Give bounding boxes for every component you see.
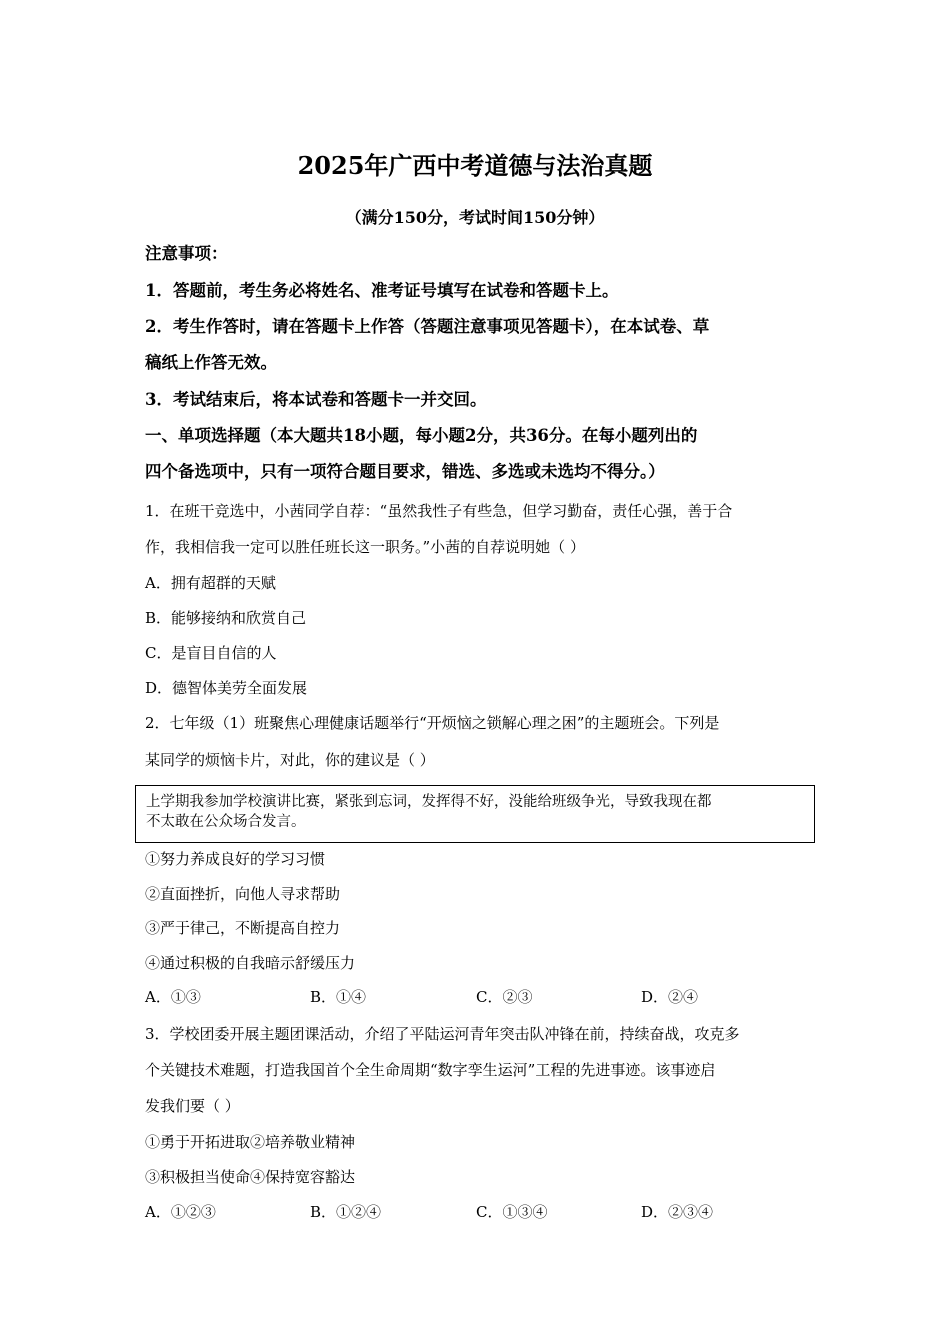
q1-option-a: A．拥有超群的天赋 xyxy=(145,574,276,592)
q3-option-b: B．①②④ xyxy=(310,1203,382,1221)
q3-option-a: A．①②③ xyxy=(145,1203,216,1221)
q2-option-d: D．②④ xyxy=(641,988,699,1006)
q2-option-c: C．②③ xyxy=(476,988,533,1006)
q3-option-c: C．①③④ xyxy=(476,1203,548,1221)
page-title: 2025年广西中考道德与法治真题 xyxy=(297,151,653,180)
q2-option-a: A．①③ xyxy=(145,988,201,1006)
q3-option-d: D．②③④ xyxy=(641,1203,714,1221)
q2-card-line-2: 不太敢在公众场合发言。 xyxy=(146,814,306,830)
q1-option-c: C．是盲目自信的人 xyxy=(145,644,277,662)
q1-stem-line-2: 作，我相信我一定可以胜任班长这一职务。”小茜的自荐说明她（ ） xyxy=(145,538,585,556)
notice-heading: 注意事项： xyxy=(145,244,228,263)
q2-statement-3: ③严于律己，不断提高自控力 xyxy=(145,919,341,937)
notice-item-1: 1．答题前，考生务必将姓名、准考证号填写在试卷和答题卡上。 xyxy=(145,281,619,300)
q1-stem-line-1: 1．在班干竞选中，小茜同学自荐：“虽然我性子有些急，但学习勤奋，责任心强，善于合 xyxy=(145,502,733,520)
q2-statement-1: ①努力养成良好的学习习惯 xyxy=(145,850,326,868)
q1-option-d: D．德智体美劳全面发展 xyxy=(145,679,308,697)
q3-stem-line-3: 发我们要（ ） xyxy=(145,1097,240,1115)
q2-statement-2: ②直面挫折，向他人寻求帮助 xyxy=(145,885,341,903)
q1-option-b: B．能够接纳和欣赏自己 xyxy=(145,609,307,627)
section-heading-line-2: 四个备选项中，只有一项符合题目要求，错选、多选或未选均不得分。） xyxy=(145,462,665,481)
notice-item-2-line-2: 稿纸上作答无效。 xyxy=(145,353,277,372)
notice-item-2-line-1: 2．考生作答时，请在答题卡上作答（答题注意事项见答题卡），在本试卷、草 xyxy=(145,317,710,336)
notice-item-3: 3．考试结束后，将本试卷和答题卡一并交回。 xyxy=(145,390,487,409)
section-heading-line-1: 一、单项选择题（本大题共18小题，每小题2分，共36分。在每小题列出的 xyxy=(145,426,698,445)
q3-stem-line-2: 个关键技术难题，打造我国首个全生命周期“数字孪生运河”工程的先进事迹。该事迹启 xyxy=(145,1061,716,1079)
q3-statements-1-2: ①勇于开拓进取②培养敬业精神 xyxy=(145,1133,356,1151)
q3-statements-3-4: ③积极担当使命④保持宽容豁达 xyxy=(145,1168,356,1186)
q2-stem-line-2: 某同学的烦恼卡片，对此，你的建议是（ ） xyxy=(145,751,435,769)
q2-worry-card xyxy=(135,785,815,843)
page-subtitle: （满分150分，考试时间150分钟） xyxy=(345,208,605,227)
q3-stem-line-1: 3．学校团委开展主题团课活动，介绍了平陆运河青年突击队冲锋在前，持续奋战，攻克多 xyxy=(145,1025,740,1043)
q2-statement-4: ④通过积极的自我暗示舒缓压力 xyxy=(145,954,356,972)
q2-card-line-1: 上学期我参加学校演讲比赛，紧张到忘词，发挥得不好，没能给班级争光，导致我现在都 xyxy=(146,794,712,810)
q2-option-b: B．①④ xyxy=(310,988,367,1006)
q2-stem-line-1: 2．七年级（1）班聚焦心理健康话题举行“开烦恼之锁解心理之困”的主题班会。下列是 xyxy=(145,714,720,732)
